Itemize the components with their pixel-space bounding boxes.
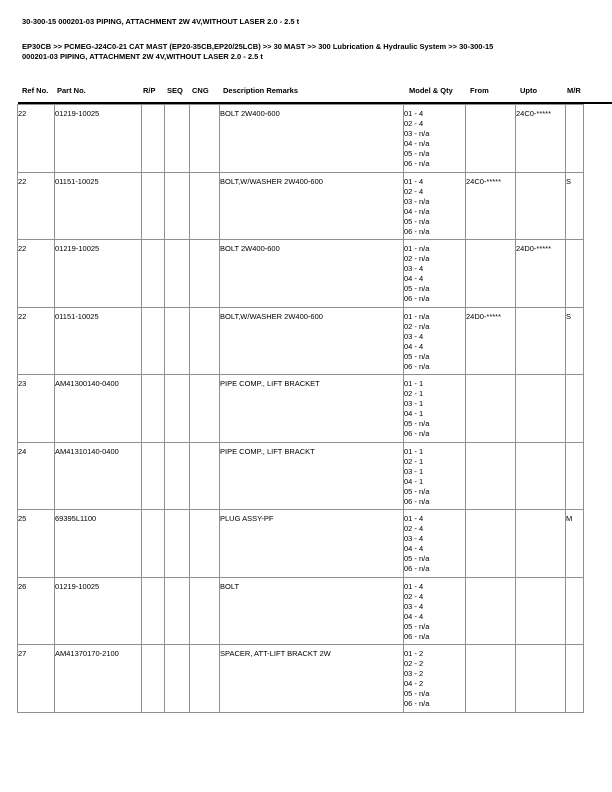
- upto-cell: 24D0-*****: [516, 240, 566, 308]
- table-row: [18, 442, 584, 510]
- table-row: [18, 577, 584, 645]
- ref-no-cell: 22: [18, 307, 55, 375]
- model-qty-line: 02 - 2: [404, 659, 424, 668]
- mr-cell: [566, 105, 584, 173]
- cng-cell: [190, 240, 220, 308]
- table-row: [18, 645, 584, 713]
- seq-cell: [165, 172, 190, 240]
- model-qty-line: 06 - n/a: [404, 699, 430, 708]
- model-qty-line: 06 - n/a: [404, 361, 430, 371]
- model-qty-line: 04 - 2: [404, 679, 424, 688]
- table-row: [18, 105, 584, 173]
- mr-cell: [566, 442, 584, 510]
- model-qty-line: 02 - 1: [404, 389, 424, 398]
- seq-cell: [165, 240, 190, 308]
- from-cell: 24D0-*****: [466, 307, 516, 375]
- from-cell: [466, 375, 516, 443]
- parts-table-body: [18, 105, 584, 713]
- column-header-rp: R/P: [143, 86, 156, 95]
- column-header-part-no: Part No.: [57, 86, 86, 95]
- seq-cell: [165, 375, 190, 443]
- model-qty-line: 05 - n/a: [404, 351, 430, 361]
- model-qty-line: 04 - n/a: [404, 206, 430, 216]
- model-qty-cell: [404, 510, 466, 578]
- model-qty-line: 06 - n/a: [404, 159, 430, 168]
- mr-cell: [566, 240, 584, 308]
- rp-cell: [142, 442, 165, 510]
- model-qty-line: 04 - 4: [404, 544, 424, 553]
- model-qty-line: 05 - n/a: [404, 486, 430, 496]
- seq-cell: [165, 307, 190, 375]
- model-qty-cell: [404, 577, 466, 645]
- model-qty-line: 02 - n/a: [404, 254, 430, 263]
- model-qty-line: 06 - n/a: [404, 631, 430, 641]
- part-no-cell: AM41310140-0400: [55, 442, 142, 510]
- model-qty-line: 03 - 4: [404, 534, 424, 543]
- column-header-mr: M/R: [567, 86, 581, 95]
- mr-cell: [566, 375, 584, 443]
- from-cell: [466, 645, 516, 713]
- description-cell: BOLT,W/WASHER 2W400-600: [220, 307, 404, 375]
- cng-cell: [190, 375, 220, 443]
- part-no-cell: 01219-10025: [55, 240, 142, 308]
- model-qty-line: 03 - n/a: [404, 129, 430, 138]
- seq-cell: [165, 442, 190, 510]
- table-row: [18, 375, 584, 443]
- seq-cell: [165, 510, 190, 578]
- model-qty-line: 01 - 4: [404, 176, 424, 186]
- model-qty-line: 06 - n/a: [404, 429, 430, 438]
- model-qty-line: 03 - 1: [404, 399, 424, 408]
- model-qty-line: 05 - n/a: [404, 419, 430, 428]
- column-header-description: Description Remarks: [223, 86, 299, 95]
- part-no-cell: 01219-10025: [55, 105, 142, 173]
- upto-cell: [516, 577, 566, 645]
- rp-cell: [142, 645, 165, 713]
- document-title: 30-300-15 000201-03 PIPING, ATTACHMENT 2W 4V,WITHOUT LASER 2.0 - 2.5 t: [22, 17, 300, 26]
- model-qty-line: 04 - 4: [404, 611, 424, 621]
- ref-no-cell: 22: [18, 240, 55, 308]
- column-header-upto: Upto: [520, 86, 538, 95]
- model-qty-line: 01 - n/a: [404, 244, 430, 253]
- cng-cell: [190, 510, 220, 578]
- model-qty-line: 04 - 4: [404, 274, 424, 283]
- ref-no-cell: 22: [18, 105, 55, 173]
- model-qty-line: 03 - 4: [404, 601, 424, 611]
- upto-cell: [516, 172, 566, 240]
- model-qty-line: 05 - n/a: [404, 554, 430, 563]
- model-qty-cell: [404, 307, 466, 375]
- from-cell: 24C0-*****: [466, 172, 516, 240]
- table-column-headers: [0, 86, 612, 98]
- model-qty-line: 05 - n/a: [404, 621, 430, 631]
- model-qty-cell: [404, 105, 466, 173]
- model-qty-line: 06 - n/a: [404, 226, 430, 236]
- model-qty-cell: [404, 172, 466, 240]
- rp-cell: [142, 510, 165, 578]
- model-qty-line: 01 - 4: [404, 581, 424, 591]
- model-qty-line: 04 - 4: [404, 341, 424, 351]
- description-cell: BOLT,W/WASHER 2W400-600: [220, 172, 404, 240]
- cng-cell: [190, 577, 220, 645]
- part-no-cell: 01151-10025: [55, 307, 142, 375]
- model-qty-cell: [404, 240, 466, 308]
- model-qty-line: 01 - 4: [404, 109, 424, 118]
- model-qty-line: 01 - 2: [404, 649, 424, 658]
- mr-cell: [566, 577, 584, 645]
- rp-cell: [142, 307, 165, 375]
- breadcrumb-line-1: EP30CB >> PCMEG-J24C0-21 CAT MAST (EP20-35CB,EP20/25LCB) >> 30 MAST >> 300 Lubrication & Hydraulic System >> 30-300-15: [22, 42, 494, 51]
- description-cell: BOLT 2W400-600: [220, 105, 404, 173]
- mr-cell: M: [566, 510, 584, 578]
- ref-no-cell: 22: [18, 172, 55, 240]
- model-qty-line: 06 - n/a: [404, 564, 430, 573]
- ref-no-cell: 23: [18, 375, 55, 443]
- model-qty-line: 03 - 4: [404, 331, 424, 341]
- part-no-cell: 01151-10025: [55, 172, 142, 240]
- cng-cell: [190, 172, 220, 240]
- cng-cell: [190, 307, 220, 375]
- part-no-cell: AM41370170-2100: [55, 645, 142, 713]
- rp-cell: [142, 240, 165, 308]
- description-cell: SPACER, ATT-LIFT BRACKT 2W: [220, 645, 404, 713]
- seq-cell: [165, 645, 190, 713]
- model-qty-line: 05 - n/a: [404, 284, 430, 293]
- mr-cell: S: [566, 172, 584, 240]
- model-qty-cell: [404, 442, 466, 510]
- model-qty-line: 06 - n/a: [404, 294, 430, 303]
- breadcrumb: [22, 42, 594, 62]
- rp-cell: [142, 375, 165, 443]
- table-row: [18, 172, 584, 240]
- table-row: [18, 510, 584, 578]
- model-qty-cell: [404, 375, 466, 443]
- model-qty-line: 03 - 2: [404, 669, 424, 678]
- upto-cell: [516, 645, 566, 713]
- ref-no-cell: 26: [18, 577, 55, 645]
- seq-cell: [165, 577, 190, 645]
- upto-cell: [516, 307, 566, 375]
- cng-cell: [190, 105, 220, 173]
- model-qty-line: 05 - n/a: [404, 216, 430, 226]
- column-header-ref-no: Ref No.: [22, 86, 49, 95]
- rp-cell: [142, 577, 165, 645]
- description-cell: BOLT: [220, 577, 404, 645]
- upto-cell: [516, 375, 566, 443]
- from-cell: [466, 442, 516, 510]
- parts-table: [17, 104, 584, 713]
- model-qty-line: 02 - 4: [404, 119, 424, 128]
- mr-cell: [566, 645, 584, 713]
- part-no-cell: 01219-10025: [55, 577, 142, 645]
- upto-cell: [516, 510, 566, 578]
- part-no-cell: AM41300140-0400: [55, 375, 142, 443]
- model-qty-line: 01 - 1: [404, 379, 424, 388]
- model-qty-line: 02 - 4: [404, 524, 424, 533]
- description-cell: PLUG ASSY-PF: [220, 510, 404, 578]
- from-cell: [466, 510, 516, 578]
- table-row: [18, 307, 584, 375]
- breadcrumb-line-2: 000201-03 PIPING, ATTACHMENT 2W 4V,WITHOUT LASER 2.0 - 2.5 t: [22, 52, 263, 61]
- part-no-cell: 69395L1100: [55, 510, 142, 578]
- model-qty-line: 01 - 4: [404, 514, 424, 523]
- model-qty-line: 02 - 1: [404, 456, 424, 466]
- ref-no-cell: 25: [18, 510, 55, 578]
- cng-cell: [190, 442, 220, 510]
- model-qty-line: 03 - 4: [404, 264, 424, 273]
- model-qty-line: 02 - 4: [404, 186, 424, 196]
- model-qty-line: 06 - n/a: [404, 496, 430, 506]
- from-cell: [466, 240, 516, 308]
- seq-cell: [165, 105, 190, 173]
- rp-cell: [142, 172, 165, 240]
- model-qty-line: 04 - 1: [404, 409, 424, 418]
- description-cell: PIPE COMP., LIFT BRACKET: [220, 375, 404, 443]
- model-qty-line: 03 - n/a: [404, 196, 430, 206]
- model-qty-line: 05 - n/a: [404, 149, 430, 158]
- model-qty-line: 02 - 4: [404, 591, 424, 601]
- description-cell: BOLT 2W400-600: [220, 240, 404, 308]
- table-row: [18, 240, 584, 308]
- model-qty-line: 01 - 1: [404, 446, 424, 456]
- description-cell: PIPE COMP., LIFT BRACKT: [220, 442, 404, 510]
- column-header-model-qty: Model & Qty: [409, 86, 453, 95]
- model-qty-cell: [404, 645, 466, 713]
- ref-no-cell: 27: [18, 645, 55, 713]
- model-qty-line: 05 - n/a: [404, 689, 430, 698]
- model-qty-line: 01 - n/a: [404, 311, 430, 321]
- from-cell: [466, 577, 516, 645]
- column-header-seq: SEQ: [167, 86, 183, 95]
- model-qty-line: 04 - n/a: [404, 139, 430, 148]
- ref-no-cell: 24: [18, 442, 55, 510]
- cng-cell: [190, 645, 220, 713]
- upto-cell: 24C0-*****: [516, 105, 566, 173]
- column-header-from: From: [470, 86, 489, 95]
- upto-cell: [516, 442, 566, 510]
- rp-cell: [142, 105, 165, 173]
- model-qty-line: 04 - 1: [404, 476, 424, 486]
- from-cell: [466, 105, 516, 173]
- model-qty-line: 03 - 1: [404, 466, 424, 476]
- model-qty-line: 02 - n/a: [404, 321, 430, 331]
- column-header-cng: CNG: [192, 86, 209, 95]
- mr-cell: S: [566, 307, 584, 375]
